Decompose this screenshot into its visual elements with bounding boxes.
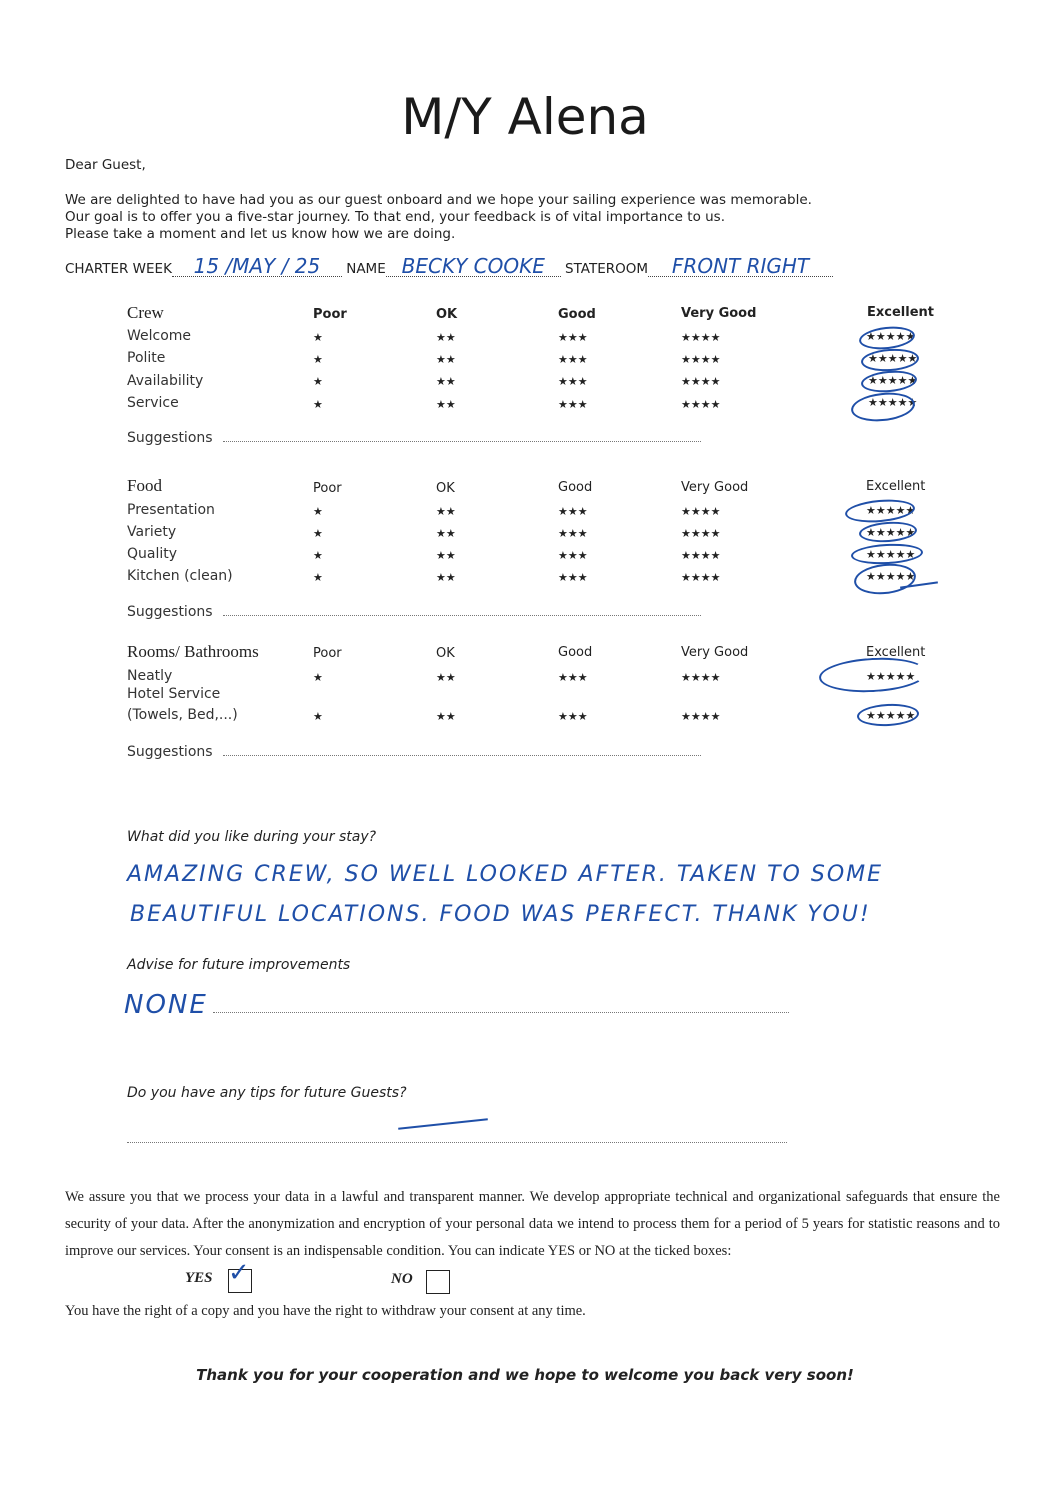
rating-poor[interactable]: ★ <box>313 375 323 388</box>
header-good: Good <box>558 480 593 495</box>
selection-circle <box>860 347 919 373</box>
rating-very-good[interactable]: ★★★★ <box>681 549 721 562</box>
intro-line: We are delighted to have had you as our guest onboard and we hope your sailing experience was memorable. <box>65 192 812 208</box>
selection-circle <box>851 542 924 566</box>
row-label-kitchen: Kitchen (clean) <box>127 568 233 584</box>
rating-ok[interactable]: ★★ <box>436 527 456 540</box>
header-excellent: Excellent <box>866 479 926 494</box>
consent-rights: You have the right of a copy and you have the right to withdraw your consent at any time. <box>65 1303 586 1319</box>
row-label-hotel-service: Hotel Service <box>127 686 221 702</box>
rating-excellent[interactable]: ★★★★★ <box>866 709 916 722</box>
improve-answer-row <box>124 990 789 1020</box>
liked-answer-line2[interactable]: BEAUTIFUL LOCATIONS. FOOD WAS PERFECT. THANK YOU! <box>130 902 871 927</box>
selection-circle <box>858 520 917 544</box>
row-label-neatly: Neatly <box>127 668 173 684</box>
rating-very-good[interactable]: ★★★★ <box>681 398 721 411</box>
rating-poor[interactable]: ★ <box>313 398 323 411</box>
rating-poor[interactable]: ★ <box>313 353 323 366</box>
row-label-polite: Polite <box>127 350 166 366</box>
rating-very-good[interactable]: ★★★★ <box>681 710 721 723</box>
suggestions-label: Suggestions <box>127 430 213 446</box>
header-very-good: Very Good <box>681 645 749 660</box>
footer-message: Thank you for your cooperation and we hope to welcome you back very soon! <box>196 1366 854 1384</box>
rating-good[interactable]: ★★★ <box>558 505 588 518</box>
row-label-availability: Availability <box>127 373 204 389</box>
rating-poor[interactable]: ★ <box>313 671 323 684</box>
rating-ok[interactable]: ★★ <box>436 331 456 344</box>
liked-question: What did you like during your stay? <box>127 829 377 845</box>
rating-excellent[interactable]: ★★★★★ <box>868 396 918 409</box>
consent-no-label: NO <box>391 1271 413 1287</box>
selection-circle <box>858 324 916 352</box>
tips-question: Do you have any tips for future Guests? <box>127 1085 407 1101</box>
rating-good[interactable]: ★★★ <box>558 549 588 562</box>
rating-good[interactable]: ★★★ <box>558 710 588 723</box>
rating-ok[interactable]: ★★ <box>436 671 456 684</box>
header-excellent: Excellent <box>866 645 926 660</box>
rating-excellent[interactable]: ★★★★★ <box>868 352 918 365</box>
suggestions-field[interactable] <box>223 441 701 442</box>
row-label-welcome: Welcome <box>127 328 192 344</box>
rating-ok[interactable]: ★★ <box>436 571 456 584</box>
rating-very-good[interactable]: ★★★★ <box>681 527 721 540</box>
header-ok: OK <box>436 307 458 322</box>
consent-text: We assure you that we process your data in a lawful and transparent manner. We develop appropriate technical and organizational safeguards that ensure the security of your data. After the anonymization and encryption of your personal data we intend to process them for a period of 5 years for statistic reasons and to improve our services. Your consent is an indispensable condition. You can indicate YES or NO at the ticked boxes: <box>65 1189 1000 1259</box>
selection-circle <box>853 561 918 597</box>
rating-poor[interactable]: ★ <box>313 527 323 540</box>
rating-very-good[interactable]: ★★★★ <box>681 571 721 584</box>
header-excellent: Excellent <box>867 305 934 320</box>
rating-poor[interactable]: ★ <box>313 331 323 344</box>
rating-ok[interactable]: ★★ <box>436 549 456 562</box>
improve-field-line <box>213 1012 789 1013</box>
rating-excellent[interactable]: ★★★★★ <box>866 670 916 683</box>
check-icon: ✓ <box>228 1258 250 1288</box>
header-ok: OK <box>436 481 455 496</box>
suggestions-field[interactable] <box>223 755 701 756</box>
suggestions-field[interactable] <box>223 615 701 616</box>
header-good: Good <box>558 645 593 660</box>
suggestions-food <box>127 604 701 620</box>
row-label-towels-bed: (Towels, Bed,...) <box>127 707 238 723</box>
section-title: Rooms/ Bathrooms <box>127 642 259 661</box>
rating-excellent[interactable]: ★★★★★ <box>866 570 916 583</box>
suggestions-rooms <box>127 744 701 760</box>
rating-very-good[interactable]: ★★★★ <box>681 505 721 518</box>
tips-field-line <box>127 1142 787 1143</box>
rating-excellent[interactable]: ★★★★★ <box>866 504 916 517</box>
selection-circle <box>856 702 919 727</box>
rating-ok[interactable]: ★★ <box>436 505 456 518</box>
rating-excellent[interactable]: ★★★★★ <box>868 374 918 387</box>
row-label-service: Service <box>127 395 179 411</box>
rating-very-good[interactable]: ★★★★ <box>681 375 721 388</box>
suggestions-label: Suggestions <box>127 744 213 760</box>
header-very-good: Very Good <box>681 306 757 321</box>
header-very-good: Very Good <box>681 480 749 495</box>
rating-good[interactable]: ★★★ <box>558 527 588 540</box>
row-label-quality: Quality <box>127 546 178 562</box>
header-poor: Poor <box>313 307 347 322</box>
suggestions-crew <box>127 430 701 446</box>
selection-circle <box>844 497 916 525</box>
header-poor: Poor <box>313 481 342 496</box>
selection-circle <box>850 390 917 425</box>
selection-circle <box>818 655 928 695</box>
intro-paragraph <box>65 192 965 243</box>
rating-poor[interactable]: ★ <box>313 505 323 518</box>
rating-good[interactable]: ★★★ <box>558 671 588 684</box>
rating-good[interactable]: ★★★ <box>558 398 588 411</box>
rating-poor[interactable]: ★ <box>313 549 323 562</box>
header-ok: OK <box>436 646 455 661</box>
row-label-variety: Variety <box>127 524 177 540</box>
selection-circle <box>860 369 918 395</box>
charter-info-row <box>65 256 833 277</box>
rating-excellent[interactable]: ★★★★★ <box>866 548 916 561</box>
rating-good[interactable]: ★★★ <box>558 571 588 584</box>
name-field[interactable]: BECKY COOKE <box>386 256 561 277</box>
intro-line: Please take a moment and let us know how we are doing. <box>65 226 456 242</box>
rating-ok[interactable]: ★★ <box>436 398 456 411</box>
section-title: Crew <box>127 303 164 322</box>
liked-answer-line1[interactable]: AMAZING CREW, SO WELL LOOKED AFTER. TAKEN TO SOME <box>127 862 884 887</box>
row-label-presentation: Presentation <box>127 502 215 518</box>
rating-good[interactable]: ★★★ <box>558 375 588 388</box>
rating-ok[interactable]: ★★ <box>436 375 456 388</box>
improve-question: Advise for future improvements <box>127 957 351 973</box>
consent-no-checkbox[interactable] <box>426 1270 450 1294</box>
header-good: Good <box>558 307 596 322</box>
page-title: M/Y Alena <box>401 88 649 146</box>
rating-very-good[interactable]: ★★★★ <box>681 331 721 344</box>
rating-poor[interactable]: ★ <box>313 710 323 723</box>
improve-answer[interactable]: NONE <box>124 990 208 1020</box>
charter-week-label: CHARTER WEEK <box>65 261 172 277</box>
rating-good[interactable]: ★★★ <box>558 331 588 344</box>
rating-excellent[interactable]: ★★★★★ <box>866 526 916 539</box>
rating-ok[interactable]: ★★ <box>436 353 456 366</box>
rating-ok[interactable]: ★★ <box>436 710 456 723</box>
greeting: Dear Guest, <box>65 157 146 173</box>
consent-yes-label: YES <box>185 1270 213 1286</box>
tips-field[interactable] <box>127 1128 787 1147</box>
charter-week-field[interactable]: 15 /MAY / 25 <box>172 256 342 277</box>
name-label: NAME <box>346 261 386 277</box>
suggestions-label: Suggestions <box>127 604 213 620</box>
rating-very-good[interactable]: ★★★★ <box>681 671 721 684</box>
header-poor: Poor <box>313 646 342 661</box>
stateroom-label: STATEROOM <box>565 261 649 277</box>
rating-very-good[interactable]: ★★★★ <box>681 353 721 366</box>
rating-poor[interactable]: ★ <box>313 571 323 584</box>
intro-line: Our goal is to offer you a five-star journey. To that end, your feedback is of vital importance to us. <box>65 209 726 225</box>
stateroom-field[interactable]: FRONT RIGHT <box>648 256 833 277</box>
rating-good[interactable]: ★★★ <box>558 353 588 366</box>
rating-excellent[interactable]: ★★★★★ <box>866 330 916 343</box>
section-title: Food <box>127 476 162 495</box>
